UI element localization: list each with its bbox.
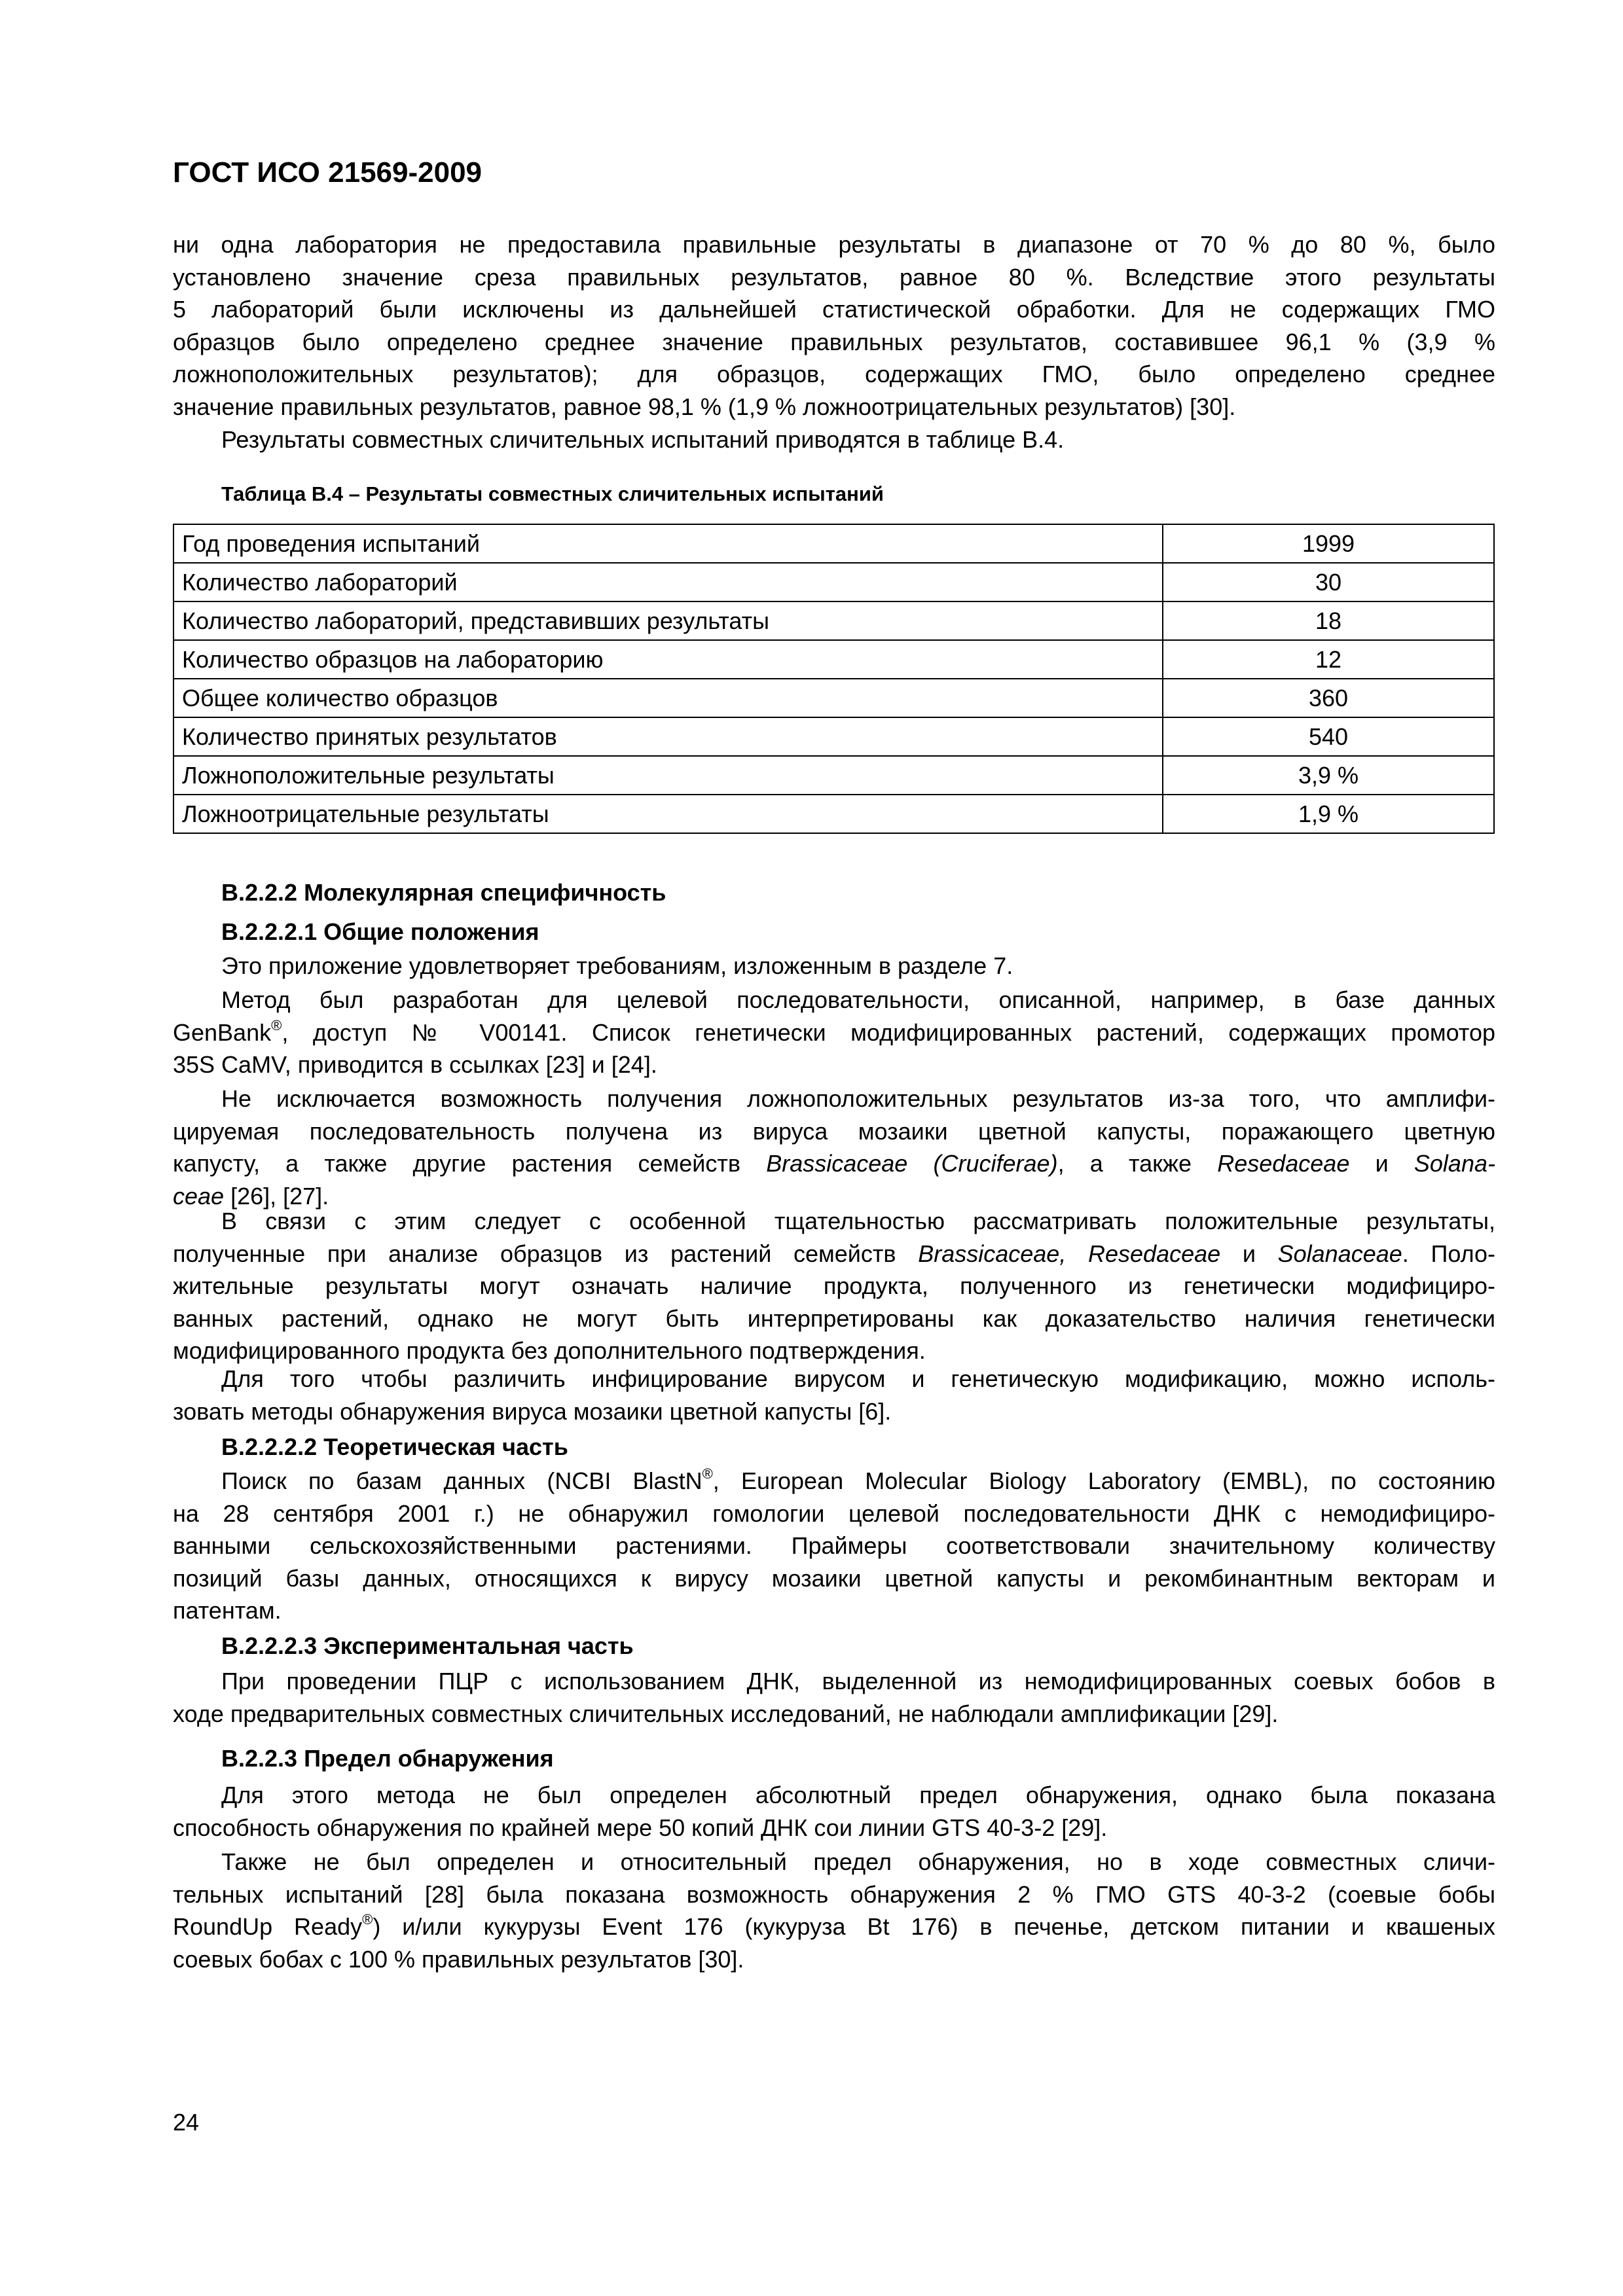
row-value: 1999	[1163, 524, 1494, 563]
text-line: В связи с этим следует с особенной тщательностью рассматривать положительные результаты,	[221, 1208, 1495, 1234]
text-line: Также не был определен и относительный предел обнаружения, но в ходе совместных сличи-	[221, 1848, 1495, 1875]
heading-text: В.2.2.2.3 Экспериментальная часть	[221, 1632, 634, 1659]
row-value: 12	[1163, 640, 1494, 679]
row-value: 540	[1163, 717, 1494, 756]
text-line: позиций базы данных, относящихся к вирусу мозаики цветной капусты и рекомбинантным векторам и	[173, 1564, 1495, 1592]
paragraph	[173, 1779, 1495, 1844]
heading-text: В.2.2.2 Молекулярная специфичность	[221, 879, 666, 906]
table-row	[173, 640, 1494, 679]
section-heading	[173, 1742, 1495, 1775]
table-caption: Таблица В.4 – Результаты совместных сличительных испытаний	[221, 482, 884, 505]
registered-mark: ®	[702, 1465, 713, 1482]
text-line: установлено значение среза правильных результатов, равное 80 %. Вследствие этого результаты	[173, 263, 1495, 291]
table-row	[173, 524, 1494, 563]
section-heading	[173, 1431, 1495, 1463]
row-value: 18	[1163, 601, 1494, 640]
italic-term: Resedaceae	[1217, 1150, 1350, 1177]
text-line: капусту, а также другие растения семейств Brassicaceae (Cruciferae), а также Resedaceae и Solana-	[173, 1150, 1495, 1177]
paragraph	[173, 1846, 1495, 1975]
heading-text: В.2.2.3 Предел обнаружения	[221, 1745, 554, 1772]
italic-term: ceae	[173, 1182, 225, 1210]
text-line: значение правильных результатов, равное 98,1 % (1,9 % ложноотрицательных результатов) [30].	[173, 393, 1236, 420]
paragraph	[173, 1665, 1495, 1730]
page-number: 24	[173, 2109, 200, 2136]
text-line: тельных испытаний [28] была показана возможность обнаружения 2 % ГМО GTS 40-3-2 (соевые бобы	[173, 1880, 1495, 1908]
text-line: Это приложение удовлетворяет требованиям, изложенным в разделе 7.	[221, 952, 1013, 979]
row-label: Ложноотрицательные результаты	[173, 795, 1163, 833]
text-line: зовать методы обнаружения вируса мозаики цветной капусты [6].	[173, 1397, 892, 1425]
text-line: ни одна лаборатория не предоставила правильные результаты в диапазоне от 70 % до 80 %, было	[173, 231, 1495, 258]
table-row	[173, 679, 1494, 717]
text-line: При проведении ПЦР с использованием ДНК, выделенной из немодифицированных соевых бобов в	[221, 1668, 1495, 1695]
paragraph	[173, 1465, 1495, 1627]
heading-text: В.2.2.2.1 Общие положения	[221, 918, 539, 945]
text-line: ложноположительных результатов); для образцов, содержащих ГМО, было определено среднее	[173, 361, 1495, 388]
registered-mark: ®	[271, 1016, 282, 1033]
section-heading	[173, 1630, 1495, 1662]
text-line: ванных растений, однако не могут быть интерпретированы как доказательство наличия генетически	[173, 1304, 1495, 1332]
text-line: RoundUp Ready®) и/или кукурузы Event 176 (кукуруза Bt 176) в печенье, детском питании и квашеных	[173, 1911, 1495, 1941]
paragraph	[173, 228, 1495, 423]
row-value: 30	[1163, 563, 1494, 601]
table-row	[173, 756, 1494, 795]
registered-mark: ®	[362, 1911, 373, 1928]
text-line: способность обнаружения по крайней мере 50 копий ДНК сои линии GTS 40-3-2 [29].	[173, 1814, 1108, 1841]
paragraph	[173, 423, 1495, 456]
text-line: 5 лабораторий были исключены из дальнейшей статистической обработки. Для не содержащих ГМО	[173, 296, 1495, 323]
row-value: 1,9 %	[1163, 795, 1494, 833]
section-heading	[173, 876, 1495, 909]
text-line: Поиск по базам данных (NCBI BlastN®, European Molecular Biology Laboratory (EMBL), по состоянию	[221, 1465, 1495, 1494]
paragraph	[173, 984, 1495, 1081]
row-label: Ложноположительные результаты	[173, 756, 1163, 795]
row-value: 360	[1163, 679, 1494, 717]
row-value: 3,9 %	[1163, 756, 1494, 795]
text-line: полученные при анализе образцов из растений семейств Brassicaceae, Resedaceae и Solanaceae. Поло-	[173, 1240, 1495, 1267]
paragraph	[173, 1205, 1495, 1367]
text-line: ходе предварительных совместных сличительных исследований, не наблюдали амплификации [29].	[173, 1700, 1279, 1727]
text-line: ceae [26], [27].	[173, 1182, 329, 1210]
text-line: GenBank®, доступ № V00141. Список генетически модифицированных растений, содержащих промотор	[173, 1016, 1495, 1046]
text-line: образцов было определено среднее значение правильных результатов, составившее 96,1 % (3,9 %	[173, 328, 1495, 355]
table-row	[173, 717, 1494, 756]
row-label: Общее количество образцов	[173, 679, 1163, 717]
row-label: Количество лабораторий	[173, 563, 1163, 601]
text-line: Для этого метода не был определен абсолютный предел обнаружения, однако была показана	[221, 1782, 1495, 1808]
text-line: 35S CaMV, приводится в ссылках [23] и [24].	[173, 1051, 657, 1079]
document-header: ГОСТ ИСО 21569-2009	[173, 156, 483, 188]
text-line: жительные результаты могут означать наличие продукта, полученного из генетически модифициро-	[173, 1272, 1495, 1300]
table-row	[173, 795, 1494, 833]
text-line: соевых бобах с 100 % правильных результатов [30].	[173, 1945, 744, 1973]
row-label: Год проведения испытаний	[173, 524, 1163, 563]
text-line: Для того чтобы различить инфицирование вирусом и генетическую модификацию, можно исполь-	[221, 1365, 1495, 1392]
text-line: цируемая последовательность получена из вируса мозаики цветной капусты, поражающего цветную	[173, 1117, 1495, 1145]
heading-text: В.2.2.2.2 Теоретическая часть	[221, 1433, 568, 1460]
text-line: Результаты совместных сличительных испытаний приводятся в таблице В.4.	[221, 426, 1065, 453]
text-line: патентам.	[173, 1597, 282, 1624]
section-heading	[173, 916, 1495, 948]
italic-term: Solanaceae	[1277, 1240, 1402, 1267]
italic-term: Brassicaceae, Resedaceae	[918, 1240, 1221, 1267]
table-row	[173, 563, 1494, 601]
row-label: Количество образцов на лабораторию	[173, 640, 1163, 679]
italic-term: Solana-	[1413, 1150, 1495, 1177]
results-table	[173, 524, 1495, 834]
text-line: на 28 сентября 2001 г.) не обнаружил гомологии целевой последовательности ДНК с немодифициро-	[173, 1499, 1495, 1527]
row-label: Количество лабораторий, представивших результаты	[173, 601, 1163, 640]
paragraph	[173, 1083, 1495, 1212]
paragraph	[173, 950, 1495, 982]
row-label: Количество принятых результатов	[173, 717, 1163, 756]
text-line: Метод был разработан для целевой последовательности, описанной, например, в базе данных	[221, 986, 1495, 1013]
table-row	[173, 601, 1494, 640]
text-line: модифицированного продукта без дополнительного подтверждения.	[173, 1337, 926, 1365]
text-line: ванными сельскохозяйственными растениями. Праймеры соответствовали значительному количеству	[173, 1532, 1495, 1560]
paragraph	[173, 1363, 1495, 1427]
text-line: Не исключается возможность получения ложноположительных результатов из-за того, что амплифи-	[221, 1085, 1495, 1112]
italic-term: Brassicaceae (Cruciferae)	[766, 1150, 1058, 1177]
